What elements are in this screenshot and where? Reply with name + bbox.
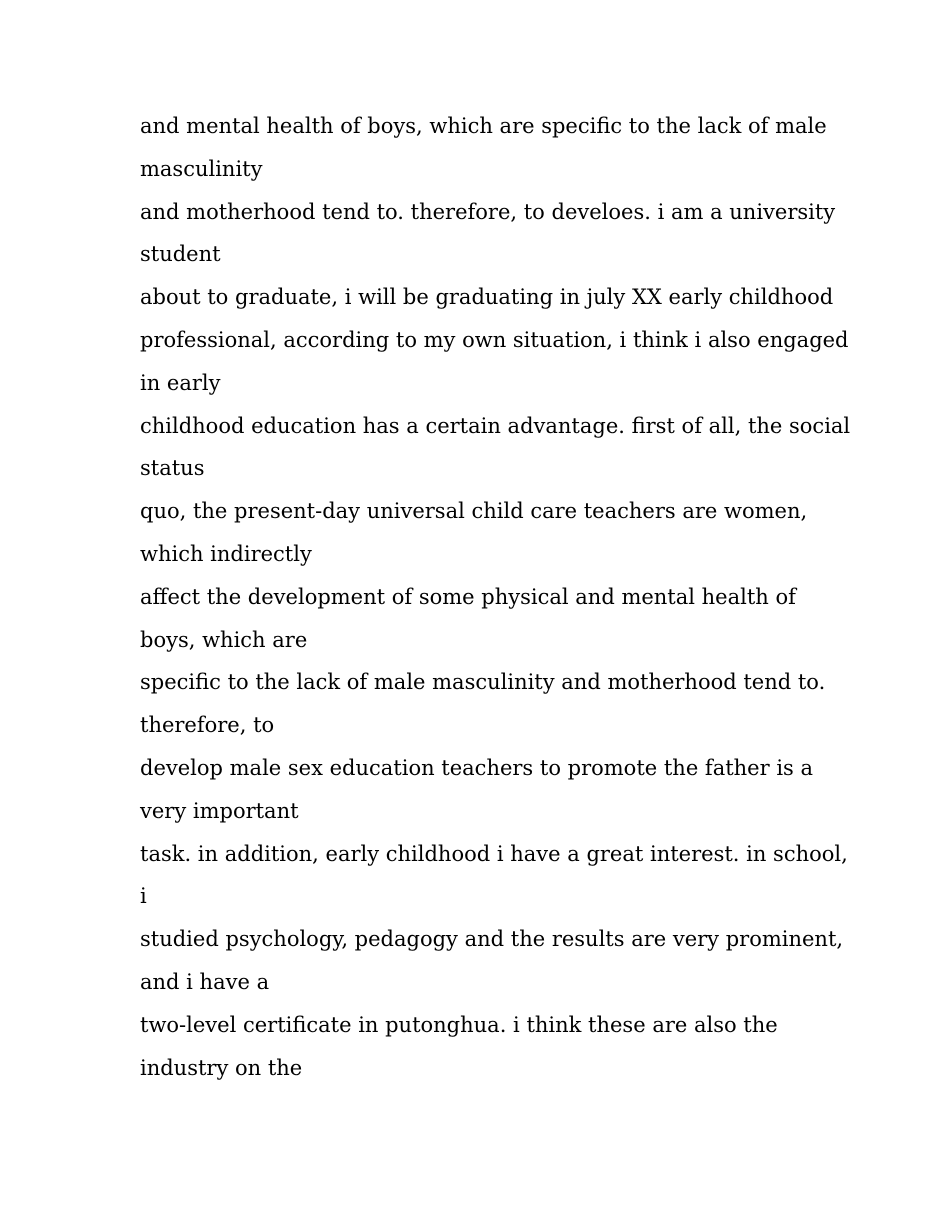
text-line: which indirectly (140, 541, 312, 566)
text-line: quo, the present-day universal child care teachers are women, (140, 499, 808, 524)
text-line: studied psychology, pedagogy and the results are very prominent, (140, 927, 844, 952)
text-line: task. in addition, early childhood i have a great interest. in school, (140, 841, 848, 866)
text-line: and i have a (140, 969, 270, 994)
text-line: and motherhood tend to. therefore, to develoes. i am a university (140, 199, 836, 224)
text-line: childhood education has a certain advantage. first of all, the social (140, 413, 851, 438)
text-line: therefore, to (140, 713, 275, 738)
text-line: student (140, 242, 221, 267)
text-line: and mental health of boys, which are specific to the lack of male (140, 114, 827, 138)
text-line: affect the development of some physical and mental health of (140, 584, 796, 609)
text-line: in early (140, 370, 221, 395)
text-line: status (140, 456, 205, 481)
text-line: two-level certificate in putonghua. i think these are also the (140, 1012, 778, 1037)
text-line: professional, according to my own situation, i think i also engaged (140, 327, 849, 352)
text-line: about to graduate, i will be graduating in july XX early childhood (140, 285, 834, 310)
text-line: i (140, 884, 147, 909)
text-line: specific to the lack of male masculinity and motherhood tend to. (140, 670, 826, 695)
text-line: masculinity (140, 156, 263, 181)
text-line: very important (140, 798, 299, 823)
body-text (140, 105, 851, 1089)
text-line: industry on the (140, 1055, 303, 1080)
text-line: boys, which are (140, 627, 308, 652)
text-line: develop male sex education teachers to promote the father is a (140, 755, 814, 780)
